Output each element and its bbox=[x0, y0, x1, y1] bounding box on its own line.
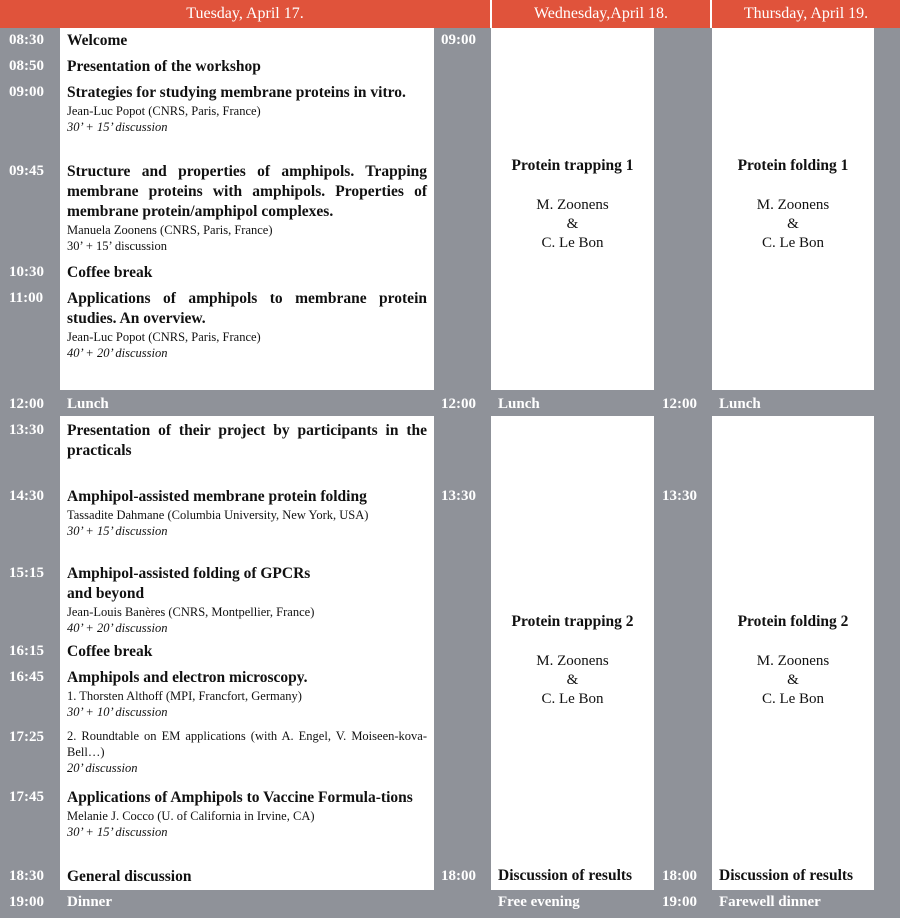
event-title: Amphipols and electron microscopy. bbox=[67, 669, 308, 686]
event-title: Coffee break bbox=[67, 643, 153, 660]
session-leader: M. Zoonens bbox=[536, 653, 609, 669]
event-speaker: Jean-Louis Banères (CNRS, Montpellier, France) bbox=[67, 605, 315, 619]
session-protein-trapping-2 bbox=[491, 612, 654, 709]
session-protein-folding-2 bbox=[712, 612, 874, 709]
time-label: 19:00 bbox=[9, 894, 44, 910]
event-title: and beyond bbox=[67, 585, 145, 602]
event-title: Coffee break bbox=[67, 264, 153, 281]
event-coffee-break bbox=[67, 642, 427, 662]
time-label: 12:00 bbox=[662, 396, 697, 412]
lunch-label: Lunch bbox=[67, 396, 109, 412]
event-title: Presentation of their project by participants in the practicals bbox=[67, 422, 427, 459]
header-wednesday: Wednesday,April 18. bbox=[492, 0, 710, 28]
session-leaders bbox=[712, 196, 874, 253]
time-label: 15:15 bbox=[9, 565, 44, 581]
time-label: 14:30 bbox=[9, 488, 44, 504]
time-label: 12:00 bbox=[9, 396, 44, 412]
time-label: 13:30 bbox=[441, 488, 476, 504]
event-title: Welcome bbox=[67, 32, 128, 49]
event-discussion: 30’ + 15’ discussion bbox=[67, 524, 168, 538]
session-title: Protein trapping 2 bbox=[511, 613, 634, 630]
event-speaker: Jean-Luc Popot (CNRS, Paris, France) bbox=[67, 104, 261, 118]
event-discussion: 30’ + 15’ discussion bbox=[67, 825, 168, 839]
event-general-discussion bbox=[67, 867, 427, 887]
time-label: 13:30 bbox=[9, 422, 44, 438]
session-protein-trapping-1 bbox=[491, 156, 654, 253]
time-label: 17:25 bbox=[9, 729, 44, 745]
event-discussion: 30’ + 15’ discussion bbox=[67, 239, 167, 253]
event-welcome bbox=[67, 31, 427, 51]
event-title: Strategies for studying membrane proteins in vitro. bbox=[67, 84, 406, 101]
session-leader: C. Le Bon bbox=[761, 691, 825, 707]
header-thursday: Thursday, April 19. bbox=[712, 0, 900, 28]
time-label: 08:30 bbox=[9, 32, 44, 48]
session-leader: M. Zoonens bbox=[756, 197, 830, 213]
event-gpcr-folding bbox=[67, 564, 427, 636]
event-discussion: 40’ + 20’ discussion bbox=[67, 346, 168, 360]
event-vaccine bbox=[67, 788, 427, 840]
session-leader: M. Zoonens bbox=[756, 653, 830, 669]
lunch-label: Lunch bbox=[719, 396, 761, 412]
event-electron-microscopy bbox=[67, 668, 427, 720]
time-label: 18:00 bbox=[441, 868, 476, 884]
free-evening-label: Free evening bbox=[498, 894, 580, 910]
event-participant-projects bbox=[67, 421, 427, 461]
session-title: Protein trapping 1 bbox=[511, 157, 634, 174]
event-title: Amphipol-assisted membrane protein folding bbox=[67, 488, 367, 505]
event-coffee-break bbox=[67, 263, 427, 283]
session-leader: C. Le Bon bbox=[541, 235, 604, 251]
time-label: 16:15 bbox=[9, 643, 44, 659]
time-label: 17:45 bbox=[9, 789, 44, 805]
event-discussion: 40’ + 20’ discussion bbox=[67, 621, 168, 635]
time-label: 18:30 bbox=[9, 868, 44, 884]
event-discussion: 30’ + 15’ discussion bbox=[67, 120, 168, 134]
session-leader: M. Zoonens bbox=[536, 197, 609, 213]
time-label: 09:45 bbox=[9, 163, 44, 179]
event-presentation bbox=[67, 57, 427, 77]
time-label: 09:00 bbox=[441, 32, 476, 48]
lunch-label: Lunch bbox=[498, 396, 540, 412]
session-leaders bbox=[712, 652, 874, 709]
event-speaker: Jean-Luc Popot (CNRS, Paris, France) bbox=[67, 330, 261, 344]
discussion-of-results: Discussion of results bbox=[719, 867, 854, 884]
time-label: 11:00 bbox=[9, 290, 44, 306]
session-title: Protein folding 1 bbox=[737, 157, 849, 174]
session-title: Protein folding 2 bbox=[737, 613, 849, 630]
time-label: 19:00 bbox=[662, 894, 697, 910]
event-discussion: 20’ discussion bbox=[67, 761, 138, 775]
event-speaker: Manuela Zoonens (CNRS, Paris, France) bbox=[67, 223, 273, 237]
event-applications bbox=[67, 289, 427, 361]
session-leader: C. Le Bon bbox=[761, 235, 825, 251]
time-label: 12:00 bbox=[441, 396, 476, 412]
dinner-label: Dinner bbox=[67, 894, 112, 910]
session-leaders bbox=[491, 196, 654, 253]
session-protein-folding-1 bbox=[712, 156, 874, 253]
farewell-dinner-label: Farewell dinner bbox=[719, 894, 821, 910]
event-amphipol-folding bbox=[67, 487, 427, 539]
event-amphipols-structure bbox=[67, 162, 427, 254]
event-roundtable bbox=[67, 728, 427, 776]
time-label: 08:50 bbox=[9, 58, 44, 74]
event-title: Applications of amphipols to membrane protein studies. An overview. bbox=[67, 290, 427, 327]
ampersand: & bbox=[787, 216, 799, 232]
discussion-of-results: Discussion of results bbox=[498, 867, 633, 884]
event-speaker: Melanie J. Cocco (U. of California in Irvine, CA) bbox=[67, 809, 315, 823]
event-speaker: Tassadite Dahmane (Columbia University, New York, USA) bbox=[67, 508, 369, 522]
session-leaders bbox=[491, 652, 654, 709]
time-label: 16:45 bbox=[9, 669, 44, 685]
event-title: Amphipol-assisted folding of GPCRs bbox=[67, 565, 311, 582]
ampersand: & bbox=[566, 216, 579, 232]
time-label: 18:00 bbox=[662, 868, 697, 884]
event-title: Structure and properties of amphipols. Trapping membrane proteins with amphipols. Properties of membrane protein/amphipol complexes. bbox=[67, 163, 427, 220]
time-label: 13:30 bbox=[662, 488, 697, 504]
ampersand: & bbox=[787, 672, 799, 688]
event-title: Presentation of the workshop bbox=[67, 58, 261, 75]
event-discussion: 30’ + 10’ discussion bbox=[67, 705, 168, 719]
time-label: 10:30 bbox=[9, 264, 44, 280]
time-label: 09:00 bbox=[9, 84, 44, 100]
event-strategies bbox=[67, 83, 427, 135]
ampersand: & bbox=[566, 672, 579, 688]
event-speaker: 1. Thorsten Althoff (MPI, Francfort, Germany) bbox=[67, 689, 302, 703]
event-speaker: 2. Roundtable on EM applications (with A. Engel, V. Moiseen-kova-Bell…) bbox=[67, 729, 427, 759]
session-leader: C. Le Bon bbox=[541, 691, 604, 707]
header-tuesday: Tuesday, April 17. bbox=[0, 0, 490, 28]
event-title: Applications of Amphipols to Vaccine Formula-tions bbox=[67, 789, 413, 806]
event-title: General discussion bbox=[67, 868, 192, 885]
